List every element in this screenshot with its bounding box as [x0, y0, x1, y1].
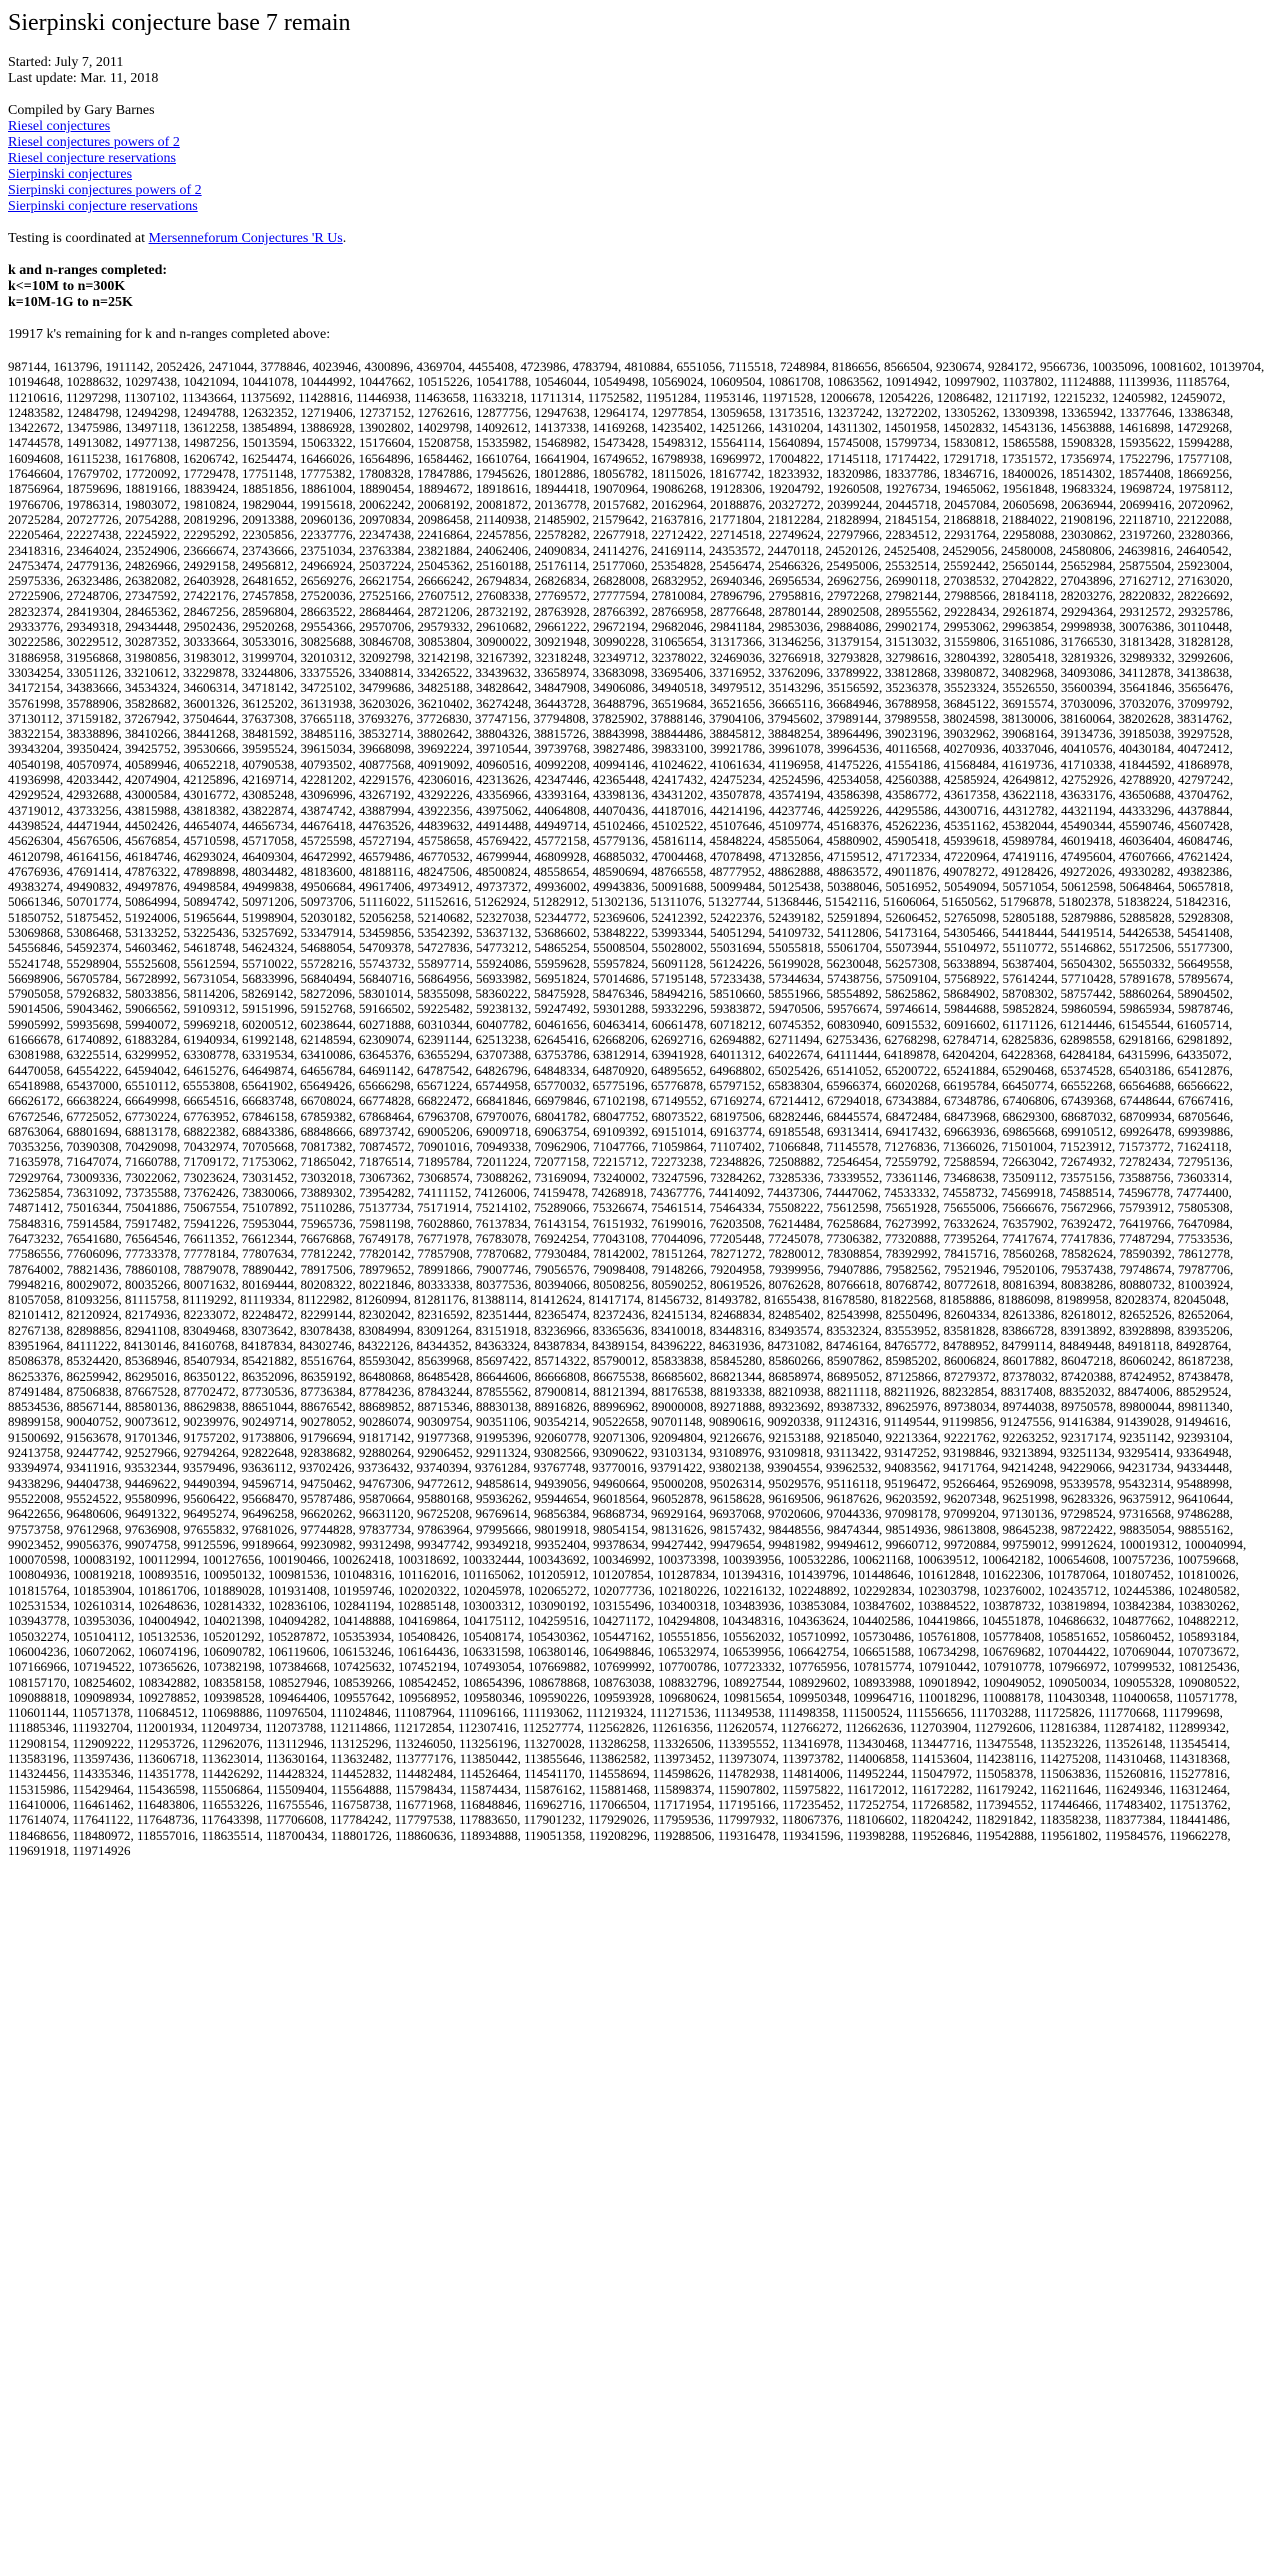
compiled-by: Compiled by Gary Barnes — [8, 103, 155, 118]
link-sierpinski-reservations[interactable]: Sierpinski conjecture reservations — [8, 199, 198, 214]
last-update-date: Last update: Mar. 11, 2018 — [8, 71, 159, 86]
coordination-note — [8, 231, 1276, 247]
date-info — [8, 55, 1276, 87]
link-mersenneforum[interactable]: Mersenneforum Conjectures 'R Us — [148, 231, 343, 246]
range-line-1: k<=10M to n=300K — [8, 279, 126, 294]
started-date: Started: July 7, 2011 — [8, 55, 124, 70]
ranges-completed — [8, 263, 1276, 311]
credits-section — [8, 103, 1276, 215]
ranges-heading: k and n-ranges completed: — [8, 263, 168, 278]
link-sierpinski-conjectures[interactable]: Sierpinski conjectures — [8, 167, 133, 182]
range-line-2: k=10M-1G to n=25K — [8, 295, 133, 310]
link-riesel-powers-of-2[interactable]: Riesel conjectures powers of 2 — [8, 135, 180, 150]
k-values-list: 987144, 1613796, 1911142, 2052426, 2471044, 3778846, 4023946, 4300896, 4369704, 4455408, 4723986, 4783794, 4810884, 6551056, 7115518, 7248984, 8186656, 8566504, 9230674, 9284172, 9566736, 10035096, 10081602, 10139704, 10194648, 10288632, 10297438, 10421094, 10441078, 10444992, 10447662, 10515226, 10541788, 10546044, 10549498, 10569024, 10609504, 10861708, 10863562, 10914942, 10997902, 11037802, 11124888, 11139936, 11185764, 11210616, 11297298, 11307102, 11343664, 11375692, 11428816, 11446938, 11463658, 11633218, 11711314, 11752582, 11951284, 11953146, 11971528, 12006678, 12054226, 12086482, 12117192, 12215232, 12405982, 12459072, 12483582, 12484798, 12494298, 12494788, 12632352, 12719406, 12737152, 12762616, 12877756, 12947638, 12964174, 12977854, 13059658, 13173516, 13237242, 13272202, 13305262, 13309398, 13365942, 13377646, 13386348, 13422672, 13475986, 13497118, 13612258, 13854894, 13886928, 13902802, 14029798, 14092612, 14137338, 14169268, 14235402, 14251266, 14310204, 14311302, 14501958, 14502832, 14543136, 14563888, 14616898, 14729268, 14744578, 14913082, 14977138, 14987256, 15013594, 15063322, 15176604, 15208758, 15335982, 15468982, 15473428, 15498312, 15564114, 15640894, 15745008, 15799734, 15830812, 15865588, 15908328, 15935622, 15994288, 16094608, 16115238, 16176808, 16206742, 16254474, 16466026, 16564896, 16584462, 16610764, 16641904, 16749652, 16798938, 16969972, 17004822, 17145118, 17174422, 17291718, 17351572, 17356974, 17522796, 17577108, 17646604, 17679702, 17720092, 17729478, 17751148, 17775382, 17808328, 17847886, 17945626, 18012886, 18056782, 18115026, 18167742, 18233932, 18320986, 18337786, 18346716, 18400026, 18514302, 18574408, 18669256, 18756964, 18759696, 18819166, 18839424, 18851856, 18861004, 18890454, 18894672, 18918616, 18944418, 19070964, 19086268, 19128306, 19204792, 19260508, 19276734, 19465062, 19561848, 19683324, 19698724, 19758112, 19766706, 19786314, 19803072, 19810824, 19829044, 19915618, 20062242, 20068192, 20081872, 20136778, 20157682, 20162964, 20188876, 20327272, 20399244, 20445718, 20457084, 20605698, 20636944, 20699416, 20720962, 20725284, 20727726, 20754288, 20819296, 20913388, 20960136, 20970834, 20986458, 21140938, 21485902, 21579642, 21637816, 21771804, 21812284, 21828994, 21845154, 21868818, 21884022, 21908196, 22118710, 22122088, 22205464, 22227438, 22245922, 22295292, 22305856, 22337776, 22347438, 22416864, 22457856, 22578282, 22677918, 22712422, 22714518, 22749624, 22797966, 22834512, 22931764, 22958088, 23030862, 23197260, 23280366, 23418316, 23464024, 23524906, 23666674, 23743666, 23751034, 23763384, 23821884, 24062406, 24090834, 24114276, 24169114, 24353572, 24470118, 24520126, 24525408, 24529056, 24580008, 24580806, 24639816, 24640542, 24753474, 24779136, 24826966, 24929158, 24956812, 24966924, 25037224, 25045362, 25160188, 25176114, 25177060, 25354828, 25456474, 25466326, 25495006, 25532514, 25592442, 25650144, 25652984, 25875504, 25923004, 25975336, 26323486, 26382082, 26403928, 26481652, 26569276, 26621754, 26666242, 26794834, 26826834, 26828008, 26832952, 26940346, 26956534, 26962756, 26990118, 27038532, 27042822, 27043896, 27162712, 27163020, 27225906, 27248706, 27347592, 27422176, 27457858, 27520036, 27525166, 27607512, 27608338, 27769572, 27777594, 27810084, 27896796, 27958816, 27972268, 27982144, 27988566, 28184118, 28203276, 28220832, 28226692, 28232374, 28419304, 28465362, 28467256, 28596804, 28663522, 28684464, 28721206, 28732192, 28763928, 28766392, 28766958, 28776648, 28780144, 28902508, 28955562, 29228434, 29261874, 29294364, 29312572, 29325786, 29333776, 29349318, 29434448, 29502436, 29520268, 29554366, 29570706, 29579332, 29610682, 29661222, 29672194, 29682046, 29841184, 29853036, 29884086, 29902174, 29953062, 29963854, 29998938, 30076386, 30110448, 30222586, 30229512, 30287352, 30333664, 30533016, 30825688, 30846708, 30853804, 30900022, 30921948, 30990228, 31065654, 31317366, 31346256, 31379154, 31513032, 31559806, 31651086, 31766530, 31813428, 31828128, 31886958, 31956868, 31980856, 31983012, 31999704, 32010312, 32092798, 32142198, 32167392, 32318248, 32349712, 32378022, 32469036, 32766918, 32793828, 32798616, 32804392, 32805418, 32819326, 32989332, 32992606, 33034254, 33051126, 33210612, 33229878, 33244806, 33375526, 33408814, 33426522, 33439632, 33658974, 33683098, 33695406, 33716952, 33762096, 33789922, 33812868, 33980872, 34082968, 34093086, 34112878, 34138638, 34172154, 34383666, 34534324, 34606314, 34718142, 34725102, 34799686, 34825188, 34828642, 34847908, 34906086, 34940518, 34979512, 35143296, 35156592, 35236378, 35523324, 35526550, 35600394, 35641846, 35656476, 35761998, 35788906, 35828682, 36001326, 36125202, 36131938, 36203026, 36210402, 36274248, 36443728, 36488796, 36519684, 36521656, 36665116, 36684946, 36788958, 36845122, 36915574, 37030096, 37032076, 37099792, 37130112, 37159182, 37267942, 37504644, 37637308, 37665118, 37693276, 37726830, 37747156, 37794808, 37825902, 37888146, 37904106, 37945602, 37989144, 37989558, 38024598, 38130006, 38160064, 38202628, 38314762, 38322154, 38338896, 38410266, 38441268, 38481592, 38485116, 38532714, 38802642, 38804326, 38815726, 38843998, 38844486, 38845812, 38848254, 38964496, 39023196, 39032962, 39068164, 39134736, 39185038, 39297528, 39343204, 39350424, 39425752, 39530666, 39595524, 39615034, 39668098, 39692224, 39710544, 39739768, 39827486, 39833100, 39921786, 39961078, 39964536, 40116568, 40270936, 40337046, 40410576, 40430184, 40472412, 40540198, 40570974, 40589946, 40652218, 40790538, 40793502, 40877568, 40919092, 40960516, 40992208, 40994146, 41024622, 41061634, 41196958, 41475226, 41554186, 41568484, 41619736, 41710338, 41844592, 41868978, 41936998, 42033442, 42074904, 42125896, 42169714, 42281202, 42291576, 42306016, 42313626, 42347446, 42365448, 42417432, 42475234, 42524596, 42534058, 42560388, 42585924, 42649812, 42752926, 42788920, 42797242, 42929524, 42932688, 43000584, 43016772, 43085248, 43096996, 43267192, 43292226, 43356966, 43393164, 43398136, 43431202, 43507878, 43574194, 43586398, 43586772, 43617358, 43622118, 43633176, 43650688, 43704762, 43719012, 43733256, 43815988, 43818382, 43822874, 43874742, 43887994, 43922356, 43975062, 44064808, 44070436, 44187016, 44214196, 44237746, 44259226, 44295586, 44300716, 44312782, 44321194, 44333296, 44378844, 44398524, 44471944, 44502426, 44654074, 44656734, 44676418, 44763526, 44839632, 44914488, 44949714, 45102466, 45102522, 45107646, 45109774, 45168376, 45262236, 45351162, 45382044, 45490344, 45590746, 45607428, 45626304, 45676506, 45676854, 45710598, 45717058, 45725598, 45727194, 45758658, 45769422, 45772158, 45779136, 45816114, 45848224, 45855064, 45880902, 45905418, 45939618, 45989784, 46019418, 46036404, 46084746, 46120798, 46164156, 46184746, 46293024, 46409304, 46472992, 46579486, 46770532, 46799944, 46809928, 46885032, 47004468, 47078498, 47132856, 47159512, 47172334, 47220964, 47419116, 47495604, 47607666, 47621424, 47676936, 47691414, 47876322, 47898898, 48034482, 48183600, 48188116, 48247506, 48500824, 48558654, 48590694, 48766558, 48777952, 48862888, 48863572, 49011876, 49078272, 49128426, 49272026, 49330282, 49382386, 49383274, 49490832, 49497876, 49498584, 49499838, 49506684, 49617406, 49734912, 49737372, 49936002, 49943836, 50091688, 50099484, 50125438, 50388046, 50516952, 50549094, 50571054, 50612598, 50648464, 50657818, 50661346, 50701774, 50864994, 50894742, 50971206, 50973706, 51116022, 51152616, 51262924, 51282912, 51302136, 51311076, 51327744, 51368446, 51542116, 51606064, 51650562, 51796878, 51802378, 51838224, 51842316, 51850752, 51875452, 51924006, 51965644, 51998904, 52030182, 52056258, 52140682, 52327038, 52344772, 52369606, 52412392, 52422376, 52439182, 52591894, 52606452, 52765098, 52805188, 52879886, 52885828, 52928308, 53069868, 53086468, 53133252, 53225436, 53257692, 53347914, 53459856, 53542392, 53637132, 53686602, 53848222, 53993344, 54051294, 54109732, 54112806, 54173164, 54305466, 54418444, 54419514, 54426538, 54541408, 54556846, 54592374, 54603462, 54618748, 54624324, 54688054, 54709378, 54727836, 54773212, 54865254, 55008504, 55028002, 55031694, 55055818, 55061704, 55073944, 55104972, 55110772, 55146862, 55172506, 55177300, 55241748, 55298904, 55525608, 55612594, 55710022, 55728216, 55743732, 55897714, 55924086, 55959628, 55957824, 56091128, 56124226, 56199028, 56230048, 56257308, 56338894, 56387404, 56504302, 56550332, 56649558, 56698906, 56705784, 56728992, 56731054, 56833996, 56840494, 56840716, 56864956, 56933982, 56951824, 57014686, 57195148, 57233438, 57344634, 57438756, 57509104, 57568922, 57614244, 57710428, 57891678, 57895674, 57905058, 57926832, 58033856, 58114206, 58269142, 58272096, 58301014, 58355098, 58360222, 58475928, 58476346, 58494216, 58510660, 58551966, 58554892, 58625862, 58684902, 58708302, 58757442, 58860264, 58904502, 59014506, 59043462, 59066562, 59109312, 59151996, 59152768, 59166502, 59225482, 59238132, 59247492, 59301288, 59332296, 59383872, 59470506, 59576674, 59746614, 59844688, 59852824, 59860594, 59865934, 59878746, 59905992, 59935698, 59940072, 59969218, 60200512, 60238644, 60271888, 60310344, 60407782, 60461656, 60463414, 60661478, 60718212, 60745352, 60830940, 60915532, 60916602, 61171126, 61214446, 61545544, 61605714, 61666678, 61740892, 61883284, 61940934, 61992148, 62148594, 62309074, 62391144, 62513238, 62645416, 62668206, 62692716, 62694882, 62711494, 62753436, 62768298, 62784714, 62825836, 62898558, 62918166, 62981892, 63081988, 63225514, 63299952, 63308778, 63319534, 63410086, 63645376, 63655294, 63707388, 63753786, 63812914, 63941928, 64011312, 64022674, 64111444, 64189878, 64204204, 64228368, 64284184, 64315996, 64335072, 64470058, 64554222, 64594042, 64615276, 64649874, 64656784, 64691142, 64787542, 64826796, 64848334, 64870920, 64895652, 64968802, 65025426, 65141052, 65200722, 65241884, 65290468, 65374528, 65403186, 65412876, 65418988, 65437000, 65510112, 65553808, 65641902, 65649426, 65666298, 65671224, 65744958, 65770032, 65775196, 65776878, 65797152, 65838304, 65966374, 66020268, 66195784, 66450774, 66552268, 66564688, 66566622, 66626172, 66638224, 66649998, 66654516, 66683748, 66708024, 66774828, 66822472, 66841846, 66979846, 67102198, 67149552, 67169274, 67214412, 67294018, 67343884, 67348786, 67406806, 67439368, 67448644, 67667416, 67672546, 67725052, 67730224, 67763952, 67846158, 67859382, 67868464, 67963708, 67970076, 68041782, 68047752, 68073522, 68197506, 68282446, 68445574, 68472484, 68473968, 68629300, 68687032, 68709934, 68705646, 68763064, 68801694, 68813178, 68822382, 68843386, 68848666, 68973742, 69005206, 69009718, 69063754, 69109392, 69151014, 69163774, 69185548, 69313414, 69417432, 69663936, 69865668, 69910512, 69926478, 69939886, 70353256, 70390308, 70429098, 70432974, 70705668, 70817382, 70874572, 70901016, 70949338, 70962906, 71047766, 71059864, 71107402, 71066848, 71145578, 71276836, 71366026, 71501004, 71523912, 71573772, 71624118, 71635978, 71647074, 71660788, 71709172, 71753062, 71865042, 71876514, 71895784, 72011224, 72077158, 72215712, 72273238, 72348826, 72508882, 72546454, 72559792, 72588594, 72663042, 72674932, 72782434, 72795136, 72929764, 73009336, 73022062, 73023624, 73031452, 73032018, 73067362, 73068574, 73088262, 73169094, 73240002, 73247596, 73284262, 73285336, 73339552, 73361146, 73468638, 73509112, 73575156, 73588756, 73603314, 73625854, 73631092, 73735588, 73762426, 73830066, 73889302, 73954282, 74111152, 74126006, 74159478, 74268918, 74367776, 74414092, 74437306, 74447062, 74533332, 74558732, 74569918, 74588514, 74596778, 74774400, 74871412, 75016344, 75041886, 75067554, 75107892, 75110286, 75137734, 75171914, 75214102, 75289066, 75326674, 75461514, 75464334, 75508222, 75612598, 75651928, 75655006, 75666676, 75672966, 75793912, 75805308, 75848316, 75914584, 75917482, 75941226, 75953044, 75965736, 75981198, 76028860, 76137834, 76143154, 76151932, 76199016, 76203508, 76214484, 76258684, 76273992, 76332624, 76357902, 76392472, 76419766, 76470984, 76473232, 76541680, 76564546, 76611352, 76612344, 76676868, 76749178, 76771978, 76783078, 76924254, 77043108, 77044096, 77205448, 77245078, 77306382, 77320888, 77395264, 77417674, 77417836, 77487294, 77533536, 77586556, 77606096, 77733378, 77778184, 77807634, 77812242, 77820142, 77857908, 77870682, 77930484, 78142002, 78151264, 78271272, 78280012, 78308854, 78392992, 78415716, 78560268, 78582624, 78590392, 78612778, 78764002, 78821436, 78860108, 78879078, 78890442, 78917506, 78979652, 78991866, 79007746, 79056576, 79098408, 79148266, 79204958, 79399956, 79407886, 79582562, 79521946, 79520106, 79537438, 79748674, 79787706, 79948216, 80029072, 80035266, 80071632, 80169444, 80208322, 80221846, 80333338, 80377536, 80394066, 80508256, 80590252, 80619526, 80762628, 80766618, 80768742, 80772618, 80816394, 80838286, 80880732, 81003924, 81057058, 81093256, 81115758, 81119292, 81119334, 81122982, 81260994, 81281176, 81388114, 81412624, 81417174, 81456732, 81493782, 81655438, 81678580, 81822568, 81858886, 81886098, 81989958, 82028374, 82045048, 82101412, 82120924, 82174936, 82233072, 82248472, 82299144, 82302042, 82316592, 82351444, 82365474, 82372436, 82415134, 82468834, 82485402, 82543998, 82550496, 82604334, 82613386, 82618012, 82652526, 82652064, 82767138, 82898856, 82941108, 83049468, 83073642, 83078438, 83084994, 83091264, 83151918, 83236966, 83365636, 83410018, 83448316, 83493574, 83532324, 83553952, 83581828, 83866728, 83913892, 83928898, 83935206, 83951964, 84111222, 84130146, 84160768, 84187834, 84302746, 84322126, 84344352, 84363324, 84387834, 84389154, 84396222, 84631936, 84731082, 84746164, 84765772, 84788952, 84799114, 84849448, 84918118, 84928764, 85086378, 85324420, 85368946, 85407934, 85421882, 85516764, 85593042, 85639968, 85697422, 85714322, 85790012, 85833838, 85845280, 85860266, 85907862, 85985202, 86006824, 86017882, 86047218, 86060242, 86187238, 86253376, 86259942, 86295016, 86350122, 86352096, 86359192, 86480868, 86485428, 86644606, 86666808, 86675538, 86685602, 86821344, 86858974, 86895052, 87125866, 87279372, 87378032, 87420388, 87424952, 87438478, 87491484, 87506838, 87667528, 87702472, 87730536, 87736384, 87784236, 87843244, 87855562, 87900814, 88121394, 88176538, 88193338, 88210938, 88211118, 88211926, 88232854, 88317408, 88352032, 88474006, 88529524, 88534536, 88567144, 88580136, 88629838, 88651044, 88676542, 88689852, 88715346, 88830138, 88916826, 88996962, 89000008, 89271888, 89323692, 89387332, 89625976, 89738034, 89744038, 89750578, 89800044, 89811340, 89899158, 90040752, 90073612, 90239976, 90249714, 90278052, 90286074, 90309754, 90351106, 90354214, 90522658, 90701148, 90890616, 90920338, 91124316, 91149544, 91199856, 91247556, 91416384, 91439028, 91494616, 91500692, 91563678, 91701346, 91757202, 91738806, 91796694, 91817142, 91977368, 91995396, 92060778, 92071306, 92094804, 92126676, 92153188, 92185040, 92213364, 92221762, 92263252, 92317174, 92351142, 92393104, 92413758, 92447742, 92527966, 92794264, 92822648, 92838682, 92880264, 92906452, 92911324, 93082566, 93090622, 93103134, 93108976, 93109818, 93113422, 93147252, 93198846, 93213894, 93251134, 93295414, 93364948, 93394974, 93411916, 93532344, 93579496, 93636112, 93702426, 93736432, 93740394, 93761284, 93767748, 93770016, 93791422, 93802138, 93904554, 93962532, 94083562, 94171764, 94214248, 94229066, 94231734, 94334448, 94338296, 94404738, 94469622, 94490394, 94596714, 94750462, 94767306, 94772612, 94858614, 94939056, 94960664, 95000208, 95026314, 95029576, 95116118, 95196472, 95266464, 95269098, 95339578, 95432314, 95488998, 95522008, 95524522, 95580996, 95606422, 95668470, 95787486, 95870664, 95880168, 95936262, 95944654, 96018564, 96052878, 96158628, 96169506, 96187626, 96203592, 96207348, 96251998, 96283326, 96375912, 96410644, 96422656, 96480606, 96491322, 96495274, 96496258, 96620262, 96631120, 96725208, 96769614, 96856384, 96868734, 96929164, 96937068, 97020606, 97044336, 97098178, 97099204, 97130136, 97298524, 97316568, 97486288, 97573758, 97612968, 97636908, 97655832, 97681026, 97744828, 97837734, 97863964, 97995666, 98019918, 98054154, 98131626, 98157432, 98448556, 98474344, 98514936, 98613808, 98645238, 98722422, 98835054, 98855162, 99023452, 99056376, 99074758, 99125596, 99189664, 99230982, 99312498, 99347742, 99349218, 99352404, 99378634, 99427442, 99479654, 99481982, 99494612, 99660712, 99720884, 99759012, 99912624, 100019312, 100040994, 100070598, 100083192, 100112994, 100127656, 100190466, 100262418, 100318692, 100332444, 100343692, 100346992, 100373398, 100393956, 100532286, 100621168, 100639512, 100642182, 100654608, 100757236, 100759668, 100804936, 100819218, 100893516, 100950132, 100981536, 101048316, 101162016, 101165062, 101205912, 101207854, 101287834, 101394316, 101439796, 101448646, 101612848, 101622306, 101787064, 101807452, 101810026, 101815764, 101853904, 101861706, 101889028, 101931408, 101959746, 102020322, 102045978, 102065272, 102077736, 102180226, 102216132, 102248892, 102292834, 102303798, 102376002, 102435712, 102445386, 102480582, 102531534, 102610314, 102648636, 102814332, 102836106, 102841194, 102885148, 103003312, 103090192, 103155496, 103400318, 103483936, 103853084, 103847602, 103884522, 103878732, 103819894, 103842384, 103830262, 103943778, 103953036, 104004942, 104021398, 104094282, 104148888, 104169864, 104175112, 104259516, 104271172, 104294808, 104348316, 104363624, 104402586, 104419866, 104551878, 104686632, 104877662, 104882212, 105032274, 105104112, 105132536, 105201292, 105287872, 105353934, 105408426, 105408174, 105430362, 105447162, 105551856, 105562032, 105710992, 105730486, 105761808, 105778408, 105851652, 105860452, 105893184, 106004236, 106072062, 106074196, 106090782, 106119606, 106153246, 106164436, 106331598, 106380146, 106498846, 106532974, 106539956, 106642754, 106651588, 106734298, 106769682, 107044422, 107069044, 107073672, 107166966, 107194522, 107365626, 107382198, 107384668, 107425632, 107452194, 107493054, 107669882, 107699992, 107700786, 107723332, 107765956, 107815774, 107910442, 107910778, 107966972, 107999532, 108125436, 108157170, 108254602, 108342882, 108358158, 108527946, 108539266, 108542452, 108654396, 108678868, 108763038, 108832796, 108927544, 108929602, 108933988, 109018942, 109049052, 109050034, 109055328, 109080522, 109088818, 109098934, 109278852, 109398528, 109464406, 109557642, 109568952, 109580346, 109590226, 109593928, 109680624, 109815654, 109950348, 109964716, 110018296, 110088178, 110430348, 110400658, 110571778, 110601144, 110571378, 110684512, 110698886, 110976504, 111024846, 111087964, 111096166, 111193062, 111219324, 111271536, 111349538, 111498358, 111500524, 111556656, 111703288, 111725826, 111770668, 111799698, 111885346, 111932704, 112001934, 112049734, 112073788, 112114866, 112172854, 112307416, 112527774, 112562826, 112616356, 112620574, 112766272, 112662636, 112703904, 112792606, 112816384, 112874182, 112899342, 112908154, 112909222, 112953726, 112962076, 113112946, 113125296, 113246050, 113256196, 113270028, 113286258, 113326506, 113395552, 113416978, 113430468, 113447716, 113475548, 113523226, 113526148, 113545414, 113583196, 113597436, 113606718, 113623014, 113630164, 113632482, 113777176, 113850442, 113855646, 113862582, 113973452, 113973074, 113973782, 114006858, 114153604, 114238116, 114275208, 114310468, 114318368, 114324456, 114335346, 114351778, 114426292, 114428324, 114452832, 114482484, 114526464, 114541170, 114558694, 114598626, 114782938, 114814006, 114952244, 115047972, 115058378, 115063836, 115260816, 115277816, 115315986, 115429464, 115436598, 115506864, 115509404, 115564888, 115798434, 115874434, 115876162, 115881468, 115898374, 115907802, 115975822, 116172012, 116172282, 116179242, 116211646, 116249346, 116312464, 116410006, 116461462, 116483806, 116553226, 116755546, 116758738, 116771968, 116848846, 116962716, 117066504, 117171954, 117195166, 117235452, 117252754, 117268582, 117394552, 117446466, 117483402, 117513762, 117614074, 117641122, 117648736, 117643398, 117706608, 117784242, 117797538, 117883650, 117901232, 117929026, 117959536, 117997932, 118067376, 118106602, 118204242, 118291842, 118358238, 118377384, 118441486, 118468656, 118480972, 118557016, 118635514, 118700434, 118801726, 118860636, 118934888, 119051358, 119208296, 119288506, 119316478, 119341596, 119398288, 119526846, 119542888, 119561802, 119584576, 119662278, 119691918, 119714926 — [8, 359, 1265, 1858]
coordination-suffix: . — [342, 231, 347, 246]
link-riesel-conjectures[interactable]: Riesel conjectures — [8, 119, 111, 134]
remaining-count: 19917 k's remaining for k and n-ranges completed above: — [8, 327, 331, 342]
page-title: Sierpinski conjecture base 7 remain — [8, 10, 351, 36]
link-sierpinski-powers-of-2[interactable]: Sierpinski conjectures powers of 2 — [8, 183, 202, 198]
link-riesel-reservations[interactable]: Riesel conjecture reservations — [8, 151, 176, 166]
coordination-prefix: Testing is coordinated at — [8, 231, 149, 246]
